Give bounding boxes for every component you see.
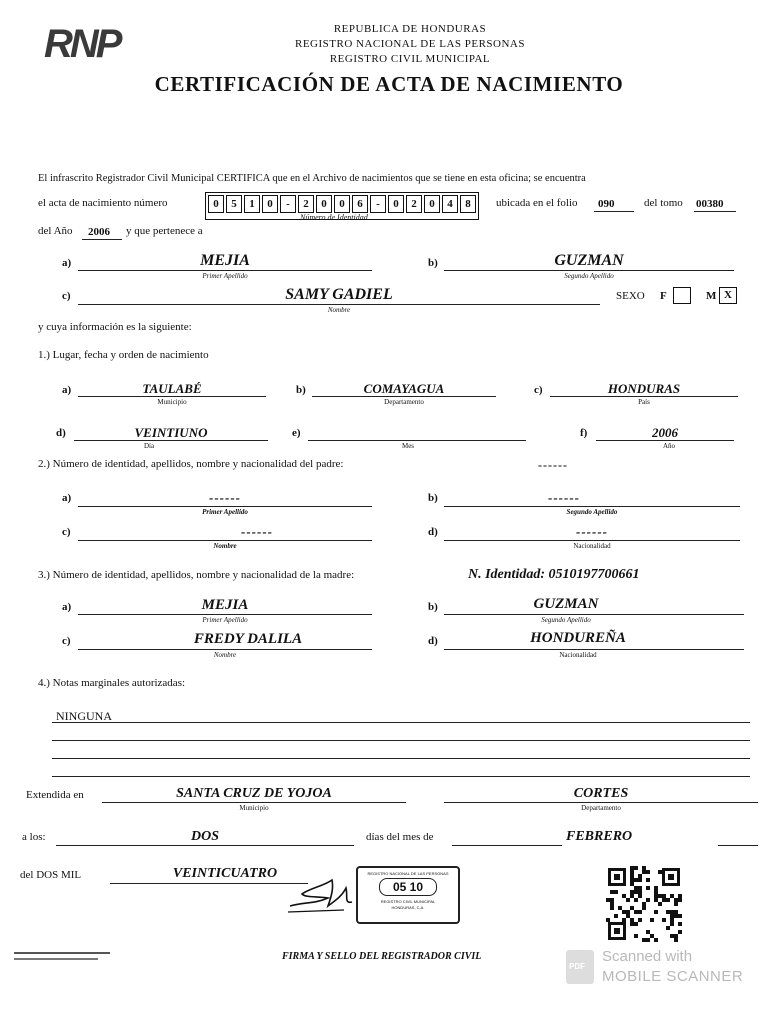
s1-municipio-caption: Municipio	[157, 398, 187, 406]
s3-nacionalidad-line	[444, 649, 744, 650]
s3-d-label: d)	[428, 635, 438, 647]
s2-nombre-caption: Nombre	[213, 542, 237, 550]
folio-value: 090	[598, 198, 615, 210]
id-digit-box: -	[280, 195, 296, 213]
svg-text:RNP: RNP	[44, 22, 120, 62]
stamp-line2: REGISTRO CIVIL MUNICIPAL	[380, 899, 436, 904]
s3-primer-apellido-caption: Primer Apellido	[202, 616, 248, 624]
id-digit-box: 2	[406, 195, 422, 213]
tiny-footer-text	[14, 950, 114, 964]
s2-segundo-apellido: ------	[548, 490, 580, 505]
s3-id-value: N. Identidad: 0510197700661	[468, 567, 640, 582]
s1-mes-caption: Mes	[401, 442, 415, 450]
acta-label: el acta de nacimiento número	[38, 197, 168, 209]
s2-a-label: a)	[62, 492, 72, 504]
id-digit-box: 0	[262, 195, 278, 213]
ext-municipio-line	[102, 802, 406, 803]
stamp-line3: HONDURAS, C.A.	[391, 905, 425, 910]
s4-line-3	[52, 758, 750, 759]
s3-nacionalidad-caption: Nacionalidad	[559, 651, 597, 659]
s1-mes-line	[308, 440, 526, 441]
person-segundo-apellido-caption: Segundo Apellido	[564, 272, 614, 280]
firma-sello-label: FIRMA Y SELLO DEL REGISTRADOR CIVIL	[282, 951, 482, 962]
sexo-f-box	[673, 287, 691, 304]
s1-a-label: a)	[62, 384, 72, 396]
s1-anio: 2006	[652, 425, 678, 440]
person-b-label: b)	[428, 257, 438, 269]
a-los-label: a los:	[22, 831, 46, 843]
id-digit-box: 0	[208, 195, 224, 213]
s1-f-label: f)	[580, 427, 588, 439]
s1-b-label: b)	[296, 384, 306, 396]
s4-nota: NINGUNA	[56, 709, 112, 723]
s2-b-label: b)	[428, 492, 438, 504]
folio-label: ubicada en el folio	[496, 197, 578, 209]
section3-title: 3.) Número de identidad, apellidos, nombre y nacionalidad de la madre:	[38, 569, 355, 581]
s3-nacionalidad: HONDUREÑA	[530, 630, 626, 646]
section2-title: 2.) Número de identidad, apellidos, nombre y nacionalidad del padre:	[38, 458, 344, 470]
s2-segundo-apellido-line	[444, 506, 740, 507]
s1-d-label: d)	[56, 427, 66, 439]
sexo-m-box: X	[719, 287, 737, 304]
id-digit-box: 1	[244, 195, 260, 213]
person-a-label: a)	[62, 257, 72, 269]
person-primer-apellido-caption: Primer Apellido	[202, 272, 248, 280]
scanner-line2: MOBILE SCANNER	[602, 968, 744, 985]
s3-primer-apellido: MEJIA	[201, 597, 249, 613]
ext-municipio: SANTA CRUZ DE YOJOA	[176, 786, 332, 801]
person-nombre-caption: Nombre	[327, 306, 351, 314]
s4-line-1	[52, 722, 750, 723]
header-republica: REPUBLICA DE HONDURAS	[333, 23, 487, 35]
s1-dia-caption: Día	[143, 442, 155, 450]
anio-line	[82, 239, 122, 240]
s3-nombre-caption: Nombre	[213, 651, 237, 659]
id-digit-box: 5	[226, 195, 242, 213]
dos-mil-label: del DOS MIL	[20, 869, 82, 881]
person-c-label: c)	[62, 290, 71, 302]
s2-nombre-line	[78, 540, 372, 541]
anio-ext-line	[110, 883, 308, 884]
s3-b-label: b)	[428, 601, 438, 613]
sexo-m-label: M	[706, 290, 717, 302]
s2-d-label: d)	[428, 526, 438, 538]
tomo-value: 00380	[696, 198, 724, 210]
stamp-code: 05 10	[379, 878, 437, 896]
ext-municipio-caption: Municipio	[239, 804, 269, 812]
person-nombre: SAMY GADIEL	[285, 286, 393, 303]
s1-departamento-caption: Departamento	[384, 398, 424, 406]
section1-title: 1.) Lugar, fecha y orden de nacimiento	[38, 349, 209, 361]
id-digit-box: 8	[460, 195, 476, 213]
sexo-f-label: F	[660, 290, 667, 302]
s3-nombre: FREDY DALILA	[193, 631, 303, 647]
rnp-logo	[42, 20, 160, 62]
intro-sentence: El infrascrito Registrador Civil Municipal CERTIFICA que en el Archivo de nacimientos que se tiene en esta oficina; se encuentra	[38, 173, 586, 184]
s2-nombre: ------	[241, 524, 273, 539]
person-primer-apellido: MEJIA	[200, 252, 250, 269]
s2-nacionalidad-line	[444, 540, 740, 541]
s1-municipio: TAULABÉ	[142, 381, 202, 396]
s1-departamento: COMAYAGUA	[363, 381, 445, 396]
s4-line-4	[52, 776, 750, 777]
anio-value: 2006	[88, 226, 110, 238]
s2-segundo-apellido-caption: Segundo Apellido	[566, 508, 618, 516]
id-digit-box: 4	[442, 195, 458, 213]
folio-line	[594, 211, 634, 212]
dias-value: DOS	[190, 829, 219, 844]
person-segundo-apellido: GUZMAN	[554, 252, 624, 269]
ext-departamento-caption: Departamento	[581, 804, 621, 812]
id-caption: Número de Identidad	[300, 213, 368, 222]
mes-line-a	[452, 845, 562, 846]
s4-line-2	[52, 740, 750, 741]
s3-nombre-line	[78, 649, 372, 650]
extendida-label: Extendida en	[26, 789, 84, 801]
s1-e-label: e)	[292, 427, 301, 439]
registrar-signature	[284, 872, 364, 916]
id-digit-box: -	[370, 195, 386, 213]
s3-a-label: a)	[62, 601, 72, 613]
person-segundo-apellido-line	[444, 270, 734, 271]
s3-segundo-apellido-line	[444, 614, 744, 615]
mes-line-b	[718, 845, 758, 846]
ext-departamento: CORTES	[573, 786, 629, 801]
s1-pais: HONDURAS	[607, 381, 681, 396]
person-nombre-line	[78, 304, 600, 305]
s2-nacionalidad-caption: Nacionalidad	[573, 542, 611, 550]
pdf-icon: PDF	[566, 950, 594, 984]
section4-title: 4.) Notas marginales autorizadas:	[38, 677, 186, 689]
s1-pais-caption: País	[638, 398, 650, 406]
ext-departamento-line	[444, 802, 758, 803]
page-title: CERTIFICACIÓN DE ACTA DE NACIMIENTO	[154, 72, 624, 96]
tomo-line	[694, 211, 736, 212]
person-primer-apellido-line	[78, 270, 372, 271]
id-digit-box: 0	[334, 195, 350, 213]
s2-primer-apellido: ------	[209, 490, 241, 505]
s1-dia: VEINTIUNO	[134, 425, 208, 440]
anio-ext-value: VEINTICUATRO	[172, 866, 278, 881]
official-stamp	[356, 866, 460, 924]
id-digit-box: 0	[424, 195, 440, 213]
scanner-watermark	[566, 948, 746, 988]
header-registro-nacional: REGISTRO NACIONAL DE LAS PERSONAS	[295, 38, 525, 50]
id-digit-box: 0	[388, 195, 404, 213]
tomo-label: del tomo	[644, 197, 683, 209]
s3-c-label: c)	[62, 635, 71, 647]
qr-code	[606, 866, 682, 942]
pertenece-label: y que pertenece a	[126, 225, 203, 237]
anio-label: del Año	[38, 225, 73, 237]
info-label: y cuya información es la siguiente:	[38, 321, 192, 333]
s1-c-label: c)	[534, 384, 543, 396]
s1-anio-caption: Año	[662, 442, 676, 450]
s2-primer-apellido-caption: Primer Apellido	[202, 508, 248, 516]
s2-nacionalidad: ------	[576, 524, 608, 539]
s3-segundo-apellido: GUZMAN	[533, 596, 599, 612]
s2-id-value: ------	[538, 458, 568, 472]
dias-label: días del mes de	[366, 831, 434, 843]
scanner-line1: Scanned with	[602, 948, 693, 965]
header-registro-civil: REGISTRO CIVIL MUNICIPAL	[329, 53, 491, 65]
mes-value: FEBRERO	[566, 829, 633, 844]
id-digit-box: 6	[352, 195, 368, 213]
s3-primer-apellido-line	[78, 614, 372, 615]
s3-segundo-apellido-caption: Segundo Apellido	[541, 616, 591, 624]
id-digit-box: 2	[298, 195, 314, 213]
sexo-label: SEXO	[616, 290, 645, 302]
dias-line	[56, 845, 354, 846]
s2-c-label: c)	[62, 526, 71, 538]
stamp-line1: REGISTRO NACIONAL DE LAS PERSONAS	[367, 871, 449, 876]
id-digit-box: 0	[316, 195, 332, 213]
s2-primer-apellido-line	[78, 506, 372, 507]
